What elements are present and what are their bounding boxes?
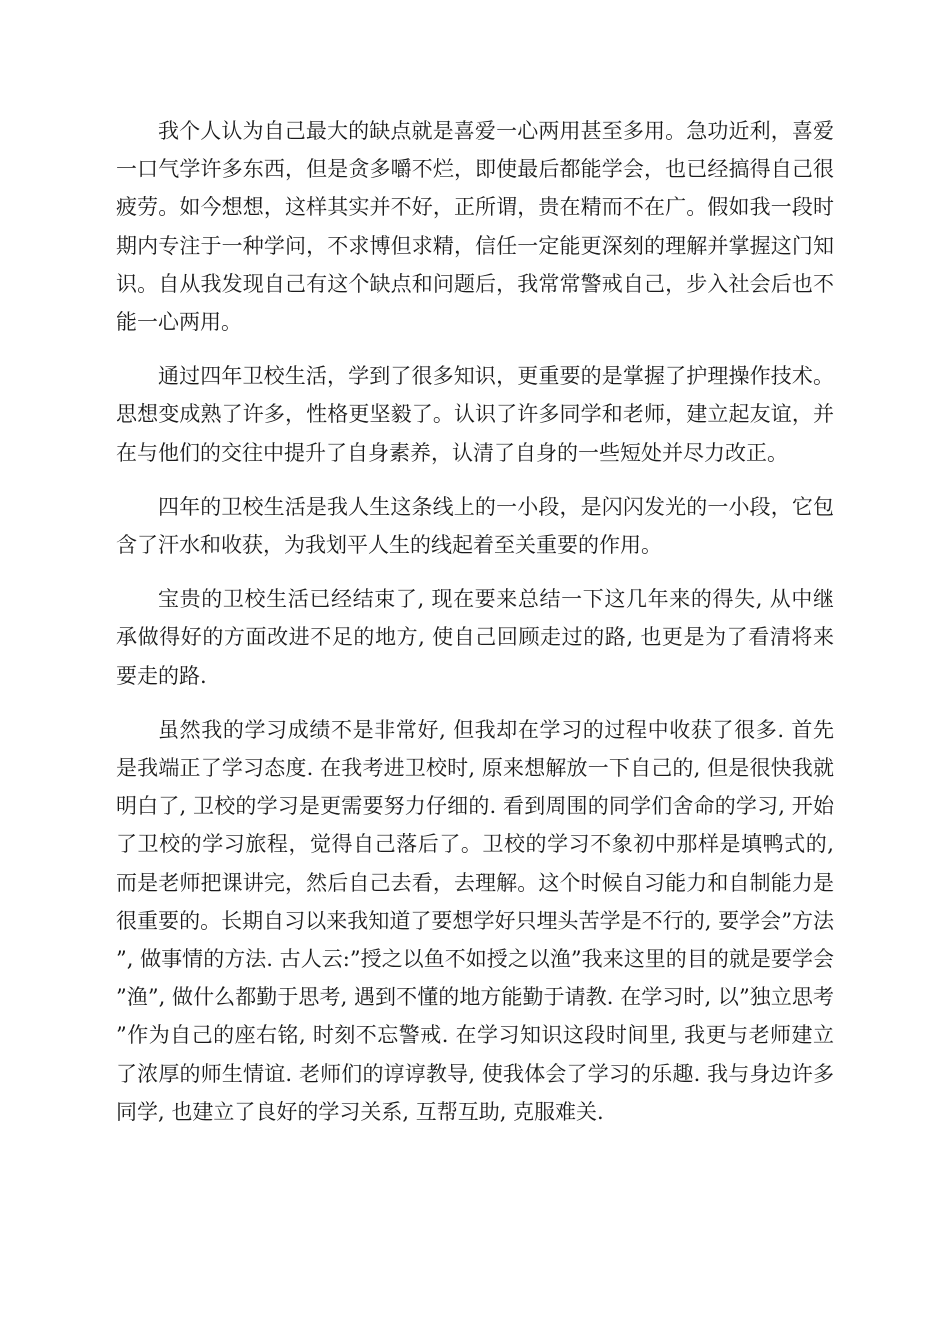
paragraph: 通过四年卫校生活，学到了很多知识，更重要的是掌握了护理操作技术。思想变成熟了许多，性格更坚毅了。认识了许多同学和老师，建立起友谊，并在与他们的交往中提升了自身素养，认清了自身的一些短处并尽力改正。 xyxy=(116,364,834,465)
paragraph: 虽然我的学习成绩不是非常好, 但我却在学习的过程中收获了很多. 首先是我端正了学习态度. 在我考进卫校时, 原来想解放一下自己的, 但是很快我就明白了, 卫校的学习是更需要努力仔细的. 看到周围的同学们舍命的学习, 开始了卫校的学习旅程，觉得自己落后了。卫校的学习不象初中那样是填鸭式的, 而是老师把课讲完，然后自己去看，去理解。这个时候自习能力和自制能力是很重要的。长期自习以来我知道了要想学好只埋头苦学是不行的, 要学会”方法”, 做事情的方法. 古人云:”授之以鱼不如授之以渔”我来这里的目的就是要学会”渔”, 做什么都勤于思考, 遇到不懂的地方能勤于请教. 在学习时, 以”独立思考”作为自己的座右铭, 时刻不忘警戒. 在学习知识这段时间里, 我更与老师建立了浓厚的师生情谊. 老师们的谆谆教导, 使我体会了学习的乐趣. 我与身边许多同学, 也建立了良好的学习关系, 互帮互助, 克服难关. xyxy=(116,717,834,1124)
paragraph: 我个人认为自己最大的缺点就是喜爱一心两用甚至多用。急功近利，喜爱一口气学许多东西，但是贪多嚼不烂，即使最后都能学会，也已经搞得自己很疲劳。如今想想，这样其实并不好，正所谓，贵在精而不在广。假如我一段时期内专注于一种学问，不求博但求精，信任一定能更深刻的理解并掌握这门知识。自从我发现自己有这个缺点和问题后，我常常警戒自己，步入社会后也不能一心两用。 xyxy=(116,119,834,335)
paragraph: 四年的卫校生活是我人生这条线上的一小段，是闪闪发光的一小段，它包含了汗水和收获，为我划平人生的线起着至关重要的作用。 xyxy=(116,494,834,558)
document-body xyxy=(116,112,834,1147)
paragraph: 宝贵的卫校生活已经结束了, 现在要来总结一下这几年来的得失, 从中继承做得好的方面改进不足的地方, 使自己回顾走过的路, 也更是为了看清将来要走的路. xyxy=(116,587,834,688)
